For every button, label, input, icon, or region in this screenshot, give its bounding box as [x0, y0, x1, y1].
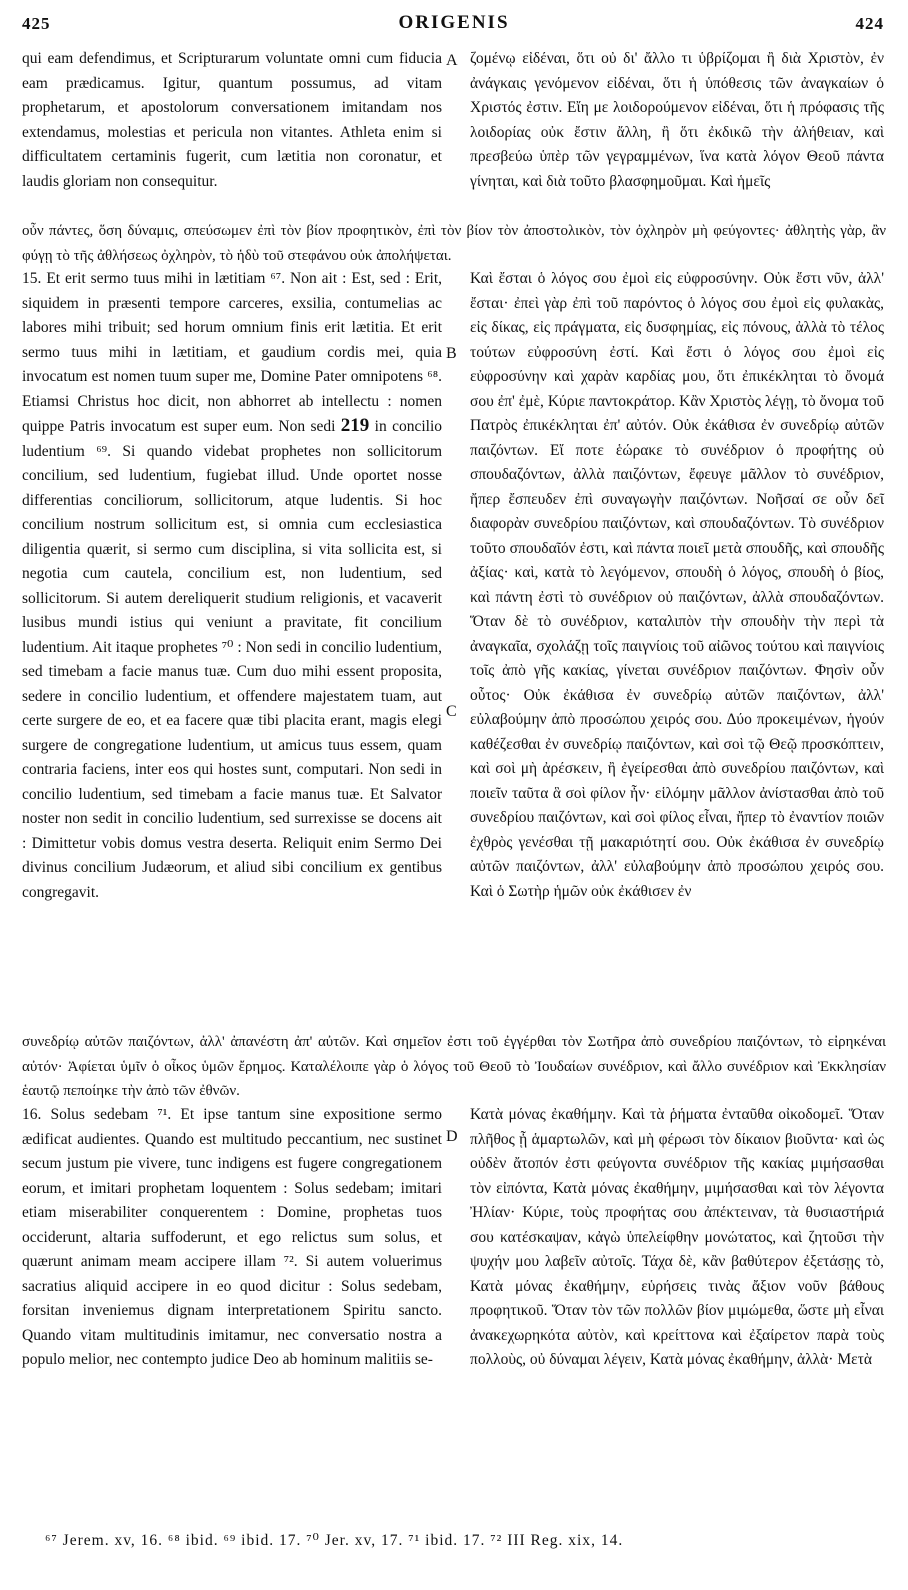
latin-block-1: qui eam defendimus, et Scripturarum voluntate omni cum fiducia eam prædicamus. Igitur, quantum possumus, ad vitam prophetarum, et apostolorum conversationem imitandam nos extendamus, molestias et pericula non vitantes. Athleta enim si difficultatem certaminis fugerit, cum lætitia non coronatur, et laudis gloriam non consequitur.: [22, 50, 442, 190]
left-page-number: 425: [22, 14, 51, 33]
greek-block-1: ζομένῳ εἰδέναι, ὅτι οὐ δι' ἄλλο τι ὑβρίζομαι ἢ διὰ Χριστὸν, ἐν ἀνάγκαις γενόμενον εἰδέναι, ὅτι ἡ ὑπόθεσις τῶν ἀναγκαίων ὁ Χριστός ἐστιν. Εἴη με λοιδορούμενον εἰδέναι, ὅτι ἡ πρόφασις τῆς λοιδορίας οὐκ ἔστιν ἄλλη, ἢ ὅτι ἐκδικῶ τὴν ἀλήθειαν, καὶ πρεσβεύω ὑπὲρ τῶν γεγραμμένων, ἵνα κατὰ λόγον Θεοῦ πάντα γίνηται, καὶ διὰ τοῦτο βλασφημοῦμαι. Καὶ ἡμεῖς: [470, 50, 884, 190]
greek-fullwidth-1: οὖν πάντες, ὅση δύναμις, σπεύσωμεν ἐπὶ τὸν βίον προφητικὸν, ἐπὶ τὸν βίον τὸν ἀποστολικὸν, τὸν ὀχληρὸν μὴ φεύγοντες· ἀθλητὴς γὰρ, ἂν φύγῃ τὸ τῆς ἀθλήσεως ὀχληρὸν, τὸ ἡδὺ τοῦ στεφάνου οὐκ ἀπολήψεται.: [22, 223, 886, 264]
section-mark-d: D: [446, 1128, 458, 1145]
latin-block-2a: 15. Et erit sermo tuus mihi in lætitiam ⁶⁷. Non ait : Est, sed : Erit, siquidem in præsenti tempore carceres, exsilia, contumelias ac labores mihi tribuit; sed horum omnium finis erit lætitia. Et erit sermo tuus mihi in lætitiam, et gaudium cordis mei, quia invocatum est nomen tuum super me, Domine Pater omnipotens ⁶⁸. Etiamsi Christus hoc dicit, non abhorret ab intellectu : nomen quippe Patris invocatum est super eum. Non sedi: [22, 270, 442, 435]
greek-block-3: Κατὰ μόνας ἐκαθήμην. Καὶ τὰ ῥήματα ἐνταῦθα οἰκοδομεῖ. Ὅταν πλῆθος ᾖ ἁμαρτωλῶν, καὶ μὴ φέρωσι τὸν δίκαιον βιοῦντα· καὶ ὡς οὐδὲν ἄτοπόν ἐστι φεύγοντα συνέδριον τῆς κακίας μιμήσασθαι τὸν εἰπόντα, Κατὰ μόνας ἐκαθήμην, μιμήσασθαι καὶ τὸν λέγοντα Ἠλίαν· Κύριε, τοὺς προφήτας σου ἀπέκτειναν, τὰ θυσιαστήριά σου κατέσκαψαν, κἀγὼ ὑπελείφθην μονώτατος, καὶ ζητοῦσι τὴν ψυχήν μου λαβεῖν αὐτοῖς. Τάχα δὲ, κἂν βαθύτερον ἐξετάσῃς τὸ, Κατὰ μόνας ἐκαθήμην, εὑρήσεις τινὰς ἄξιον νοῦν βάθους προφητικοῦ. Ὅταν τὸν τῶν πολλῶν βίον μιμώμεθα, ὥστε μὴ εἶναι ἀνακεχωρηκότα αὐτὸν, καὶ κρείττονα καὶ ἐξαίρετον παρὰ τοὺς πολλοὺς, οὐ δύναμαι λέγειν, Κατὰ μόνας ἐκαθήμην, ἀλλὰ· Μετὰ: [470, 1106, 884, 1368]
running-title: ORIGENIS: [398, 12, 510, 33]
footnotes: ⁶⁷ Jerem. xv, 16. ⁶⁸ ibid. ⁶⁹ ibid. 17. ⁷⁰ Jer. xv, 17. ⁷¹ ibid. 17. ⁷² III Reg. xix, 14.: [45, 1532, 624, 1549]
section-mark-c: C: [446, 703, 457, 720]
column-number: 219: [340, 415, 370, 436]
section-mark-a: A: [446, 52, 458, 69]
latin-block-2: [22, 267, 442, 905]
greek-fullwidth-2: συνεδρίῳ αὐτῶν παιζόντων, ἀλλ' ἀπανέστη ἀπ' αὐτῶν. Καὶ σημεῖον ἐστι τοῦ ἐγγέρθαι τὸν Σωτῆρα ἀπὸ συνεδρίου παιζόντων, τὸ εἰρηκέναι αὐτόν· Ἀφίεται ὑμῖν ὁ οἶκος ὑμῶν ἔρημος. Καταλέλοιπε γὰρ ὁ λόγος τοῦ Θεοῦ τὸ Ἰουδαίων συνέδριον, καὶ ἄλλο συνέδριον καὶ Ἐκκλησίαν ἑαυτῷ πεποίηκε τὴν ἀπὸ τῶν ἐθνῶν.: [22, 1034, 886, 1099]
latin-block-2b: in concilio ludentium ⁶⁹. Si quando videbat prophetes non sollicitorum concilium, sed ludentium, fugiebat illud. Unde oportet nosse differentias conciliorum, sollicitorum, atque ludentis. Si hoc concilium nostrum sollicitum est, si omnia cum ecclesiastica diligentia quærit, si sermo cum disciplina, si vita sollicita est, si negotia cum cautela, concilium est, non ludentium, sed sollicitorum. Si autem dereliquerit studium religionis, et vacaverit lusibus mundi istius qui veniunt a pravitate, fit concilium ludentium. Ait itaque prophetes ⁷⁰ : Non sedi in concilio ludentium, sed timebam a facie manus tuæ. Cum duo mihi essent proposita, sedere in concilio ludentium, et offendere majestatem tuam, aut certe surgere de eo, et ea facere quæ tibi placita erant, magis elegi surgere de congregatione ludentium, ut amicus tuus essem, quam contraria faciens, inter eos qui hostes sunt, computari. Non sedi in concilio ludentium, sed timebam a facie manus tuæ. Et Salvator noster non sedit in concilio ludentium, sed surrexisse se docens ait : Dimittetur vobis domus vestra deserta. Reliquit enim Sermo Dei divinus concilium Judæorum, et aliud sibi concilium ex gentibus congregavit.: [22, 418, 442, 901]
right-page-number: 424: [855, 14, 884, 33]
greek-block-2: Καὶ ἔσται ὁ λόγος σου ἐμοὶ εἰς εὐφροσύνην. Οὐκ ἔστι νῦν, ἀλλ' ἔσται· ἐπεὶ γὰρ ἐπὶ τοῦ παρόντος ὁ λόγος σου ἐμοὶ εἰς φυλακὰς, εἰς δίκας, εἰς πράγματα, εἰς δυσφημίας, εἰς πόνους, ἀλλὰ τὸ τέλος τούτων εὐφροσύνη ἐστί. Καὶ ἔστι ὁ λόγος σου ἐμοὶ εἰς εὐφροσύνην καὶ χαρὰν καρδίας μου, ὅτι ἐπικέκληται τὸ ὄνομά σου ἐπ' ἐμὲ, Κύριε παντοκράτορ. Κἂν Χριστὸς λέγῃ, τὸ ὄνομα τοῦ Πατρὸς ἐπικέκληται ἐπ' αὐτόν. Οὐκ ἐκάθισα ἐν συνεδρίῳ αὐτῶν παιζόντων. Εἴ ποτε ἑώρακε τὸ συνέδριον ὁ προφήτης οὐ σπουδαζόντων, ἀλλὰ παιζόντων, ἔφευγε μᾶλλον τὸ συνέδριον, ἤπερ ἔσπευδεν ἐπὶ συναγωγὴν παιζόντων. Νοῆσαί σε οὖν δεῖ διαφορὰν συνεδρίου παιζόντων, καὶ σπουδαζόντων. Τὸ συνέδριον τοῦτο σπουδαῖόν ἐστι, καὶ πάντα ποιεῖ μετὰ σπουδῆς, καὶ σπουδῆς ἀξίας· καὶ, κατὰ τὸ λεγόμενον, σπουδὴ ὁ λόγος, σπουδὴ ὁ βίος, καὶ πάντη ἐστὶ τὸ συνέδριον οὐ παιζόντων, ἀλλὰ σπουδαζόντων. Ὅταν δὲ τὸ συνέδριον, καταλιπὸν τὴν σπουδὴν τὴν περὶ τὰ ἀναγκαῖα, σχολάζῃ τοῖς παιγνίοις τοῦ αἰῶνος τούτου καὶ παιγνίοις τοῖς ἀπὸ γῆς κακίας, γίνεται συνέδριον παιζόντων. Φησὶν οὖν οὗτος· Οὐκ ἐκάθισα ἐν συνεδρίῳ αὐτῶν παιζόντων, ἀλλ' εὐλαβούμην ἀπὸ προσώπου χειρός σου. Δύο προκειμένων, ἡγούν καθέζεσθαι ἐν συνεδρίῳ παιζόντων, καὶ σοὶ τῷ Θεῷ προσκόπτειν, καὶ σοὶ μὴ ἀρέσκειν, ἢ ἐγείρεσθαι ἀπὸ συνεδρίου παιζόντων, καὶ ποιεῖν ταῦτα ἃ σοὶ φίλον ἦν· εἱλόμην μᾶλλον ἀνίστασθαι ἀπὸ τοῦ συνεδρίου παιζόντων, καὶ σοὶ φίλος εἶναι, ἤπερ τὸ ἐναντίον ποιῶν ἐχθρὸς γενέσθαι τῇ μακαριότητί σου. Οὐκ ἐκάθισα ἐν συνεδρίῳ αὐτῶν παιζόντων, ἀλλ' εὐλαβούμην ἀπὸ προσώπου χειρός σου. Καὶ ὁ Σωτὴρ ἡμῶν οὐκ ἐκάθισεν ἐν: [470, 270, 884, 900]
section-mark-b: B: [446, 345, 457, 362]
latin-block-3: 16. Solus sedebam ⁷¹. Et ipse tantum sine expositione sermo ædificat audientes. Quando est multitudo peccantium, nec sustinet secum justum pie vivere, tunc indigens est fugere congregationem eorum, et imitari prophetam loquentem : Solus sedebam; imitari etiam miserabiliter conquerentem : Domine, prophetas tuos occiderunt, altaria suffoderunt, et ego relictus sum solus, et quærunt animam meam accipere illam ⁷². Si autem voluerimus sacratius aliquid accipere in eo quod dicitur : Solus sedebam, forsitan inveniemus dignam interpretationem Spiritu sancto. Quando vitam multitudinis imitamur, nec conversatio nostra a populo melior, nec contempto judice Deo ab hominum malitiis se-: [22, 1106, 442, 1368]
